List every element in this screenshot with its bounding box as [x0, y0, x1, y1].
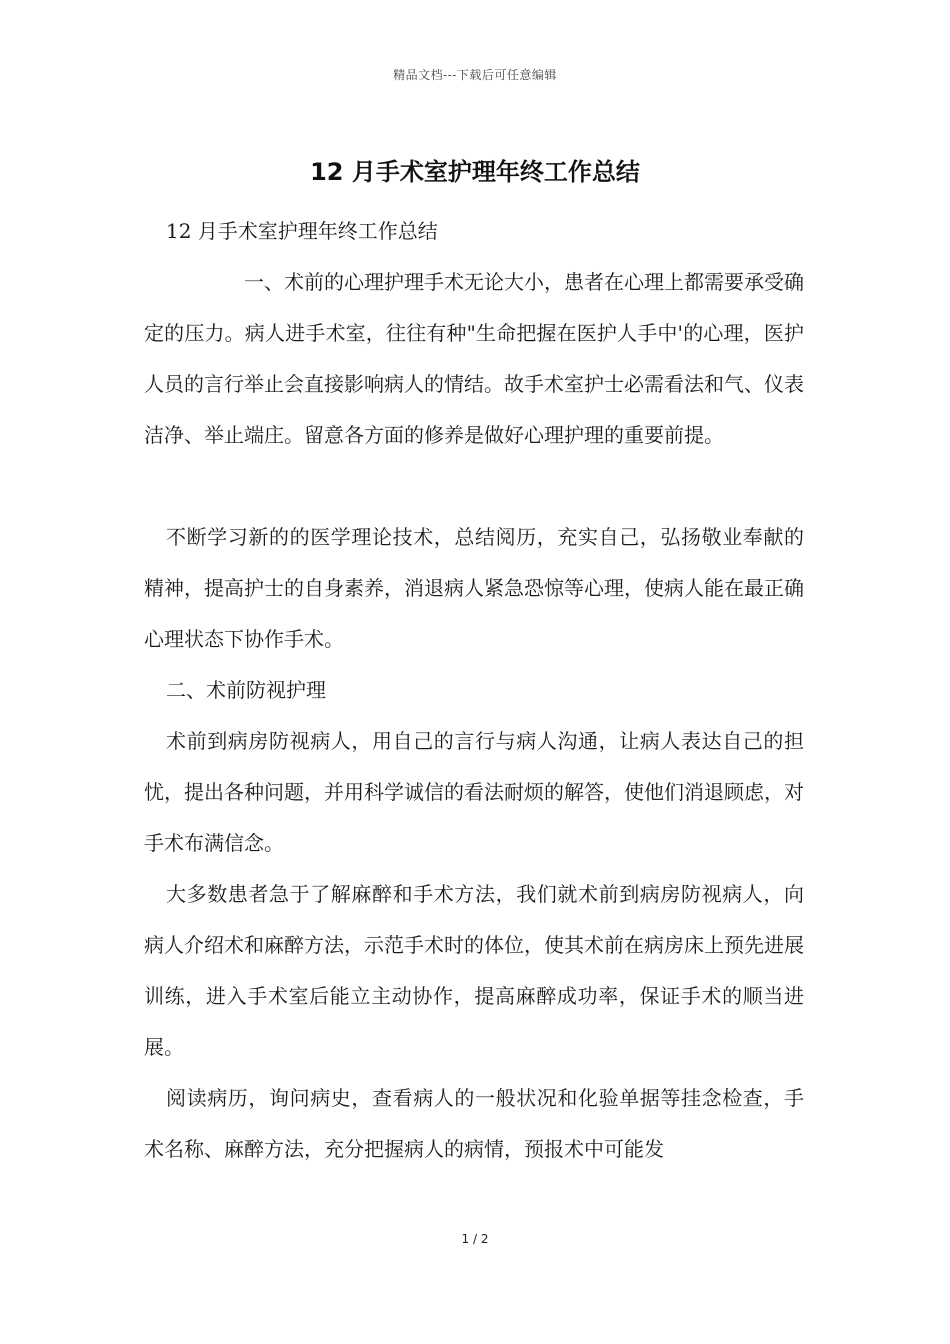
paragraph-gap: [144, 461, 804, 512]
paragraph-preop-psychology: 一、术前的心理护理手术无论大小，患者在心理上都需要承受确定的压力。病人进手术室，往往有种"生命把握在医护人手中'的心理，医护人员的言行举止会直接影响病人的情结。故手术室护士必需看法和气、仪表洁净、举止端庄。留意各方面的修养是做好心理护理的重要前提。: [144, 270, 804, 447]
document-body: [144, 206, 804, 1175]
paragraph-medical-records: 阅读病历，询问病史，查看病人的一般状况和化验单据等挂念检查，手术名称、麻醉方法，充分把握病人的病情，预报术中可能发: [144, 1086, 804, 1161]
paragraph-anesthesia-intro: 大多数患者急于了解麻醉和手术方法，我们就术前到病房防视病人，向病人介绍术和麻醉方法，示范手术时的体位，使其术前在病房床上预先进展训练，进入手术室后能立主动协作，提高麻醉成功率，保证手术的顺当进展。: [144, 882, 804, 1059]
paragraph-continuous-learning: 不断学习新的的医学理论技术，总结阅历，充实自己，弘扬敬业奉献的精神，提高护士的自身素养，消退病人紧急恐惊等心理，使病人能在最正确心理状态下协作手术。: [144, 525, 804, 651]
subtitle-paragraph: 12 月手术室护理年终工作总结: [166, 219, 438, 243]
section-heading-preop-visit: 二、术前防视护理: [166, 678, 326, 702]
document-title: 12 月手术室护理年终工作总结: [310, 158, 640, 186]
paragraph-ward-visit: 术前到病房防视病人，用自己的言行与病人沟通，让病人表达自己的担忧，提出各种问题，并用科学诚信的看法耐烦的解答，使他们消退顾虑，对手术布满信念。: [144, 729, 804, 855]
page-number: 1 / 2: [461, 1232, 489, 1246]
header-note: 精品文档---下载后可任意编辑: [393, 68, 557, 82]
